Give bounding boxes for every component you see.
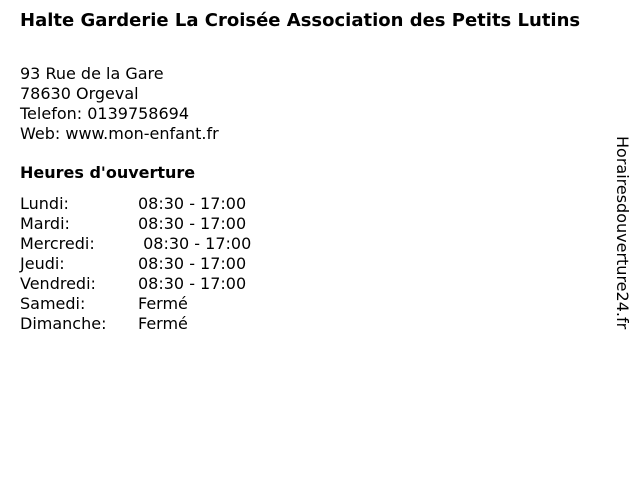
day-label: Jeudi: — [20, 254, 65, 273]
day-hours: Fermé — [138, 314, 188, 333]
address-block — [20, 64, 219, 144]
day-label: Lundi: — [20, 194, 69, 213]
day-hours: 08:30 - 17:00 — [138, 194, 247, 213]
business-name: Halte Garderie La Croisée Association des Petits Lutins — [20, 10, 581, 31]
hours-row-samedi — [20, 294, 251, 314]
city-postcode: 78630 Orgeval — [20, 84, 139, 103]
site-watermark: Horairesdouverture24.fr — [613, 136, 632, 330]
hours-row-mardi — [20, 214, 251, 234]
day-label: Vendredi: — [20, 274, 96, 293]
day-label: Dimanche: — [20, 314, 107, 333]
hours-row-lundi — [20, 194, 251, 214]
day-hours: 08:30 - 17:00 — [138, 274, 247, 293]
street-address: 93 Rue de la Gare — [20, 64, 164, 83]
day-hours: 08:30 - 17:00 — [138, 254, 247, 273]
day-label: Mercredi: — [20, 234, 95, 253]
hours-row-vendredi — [20, 274, 251, 294]
day-hours: 08:30 - 17:00 — [138, 234, 252, 253]
hours-row-mercredi — [20, 234, 251, 254]
day-label: Samedi: — [20, 294, 86, 313]
day-hours: 08:30 - 17:00 — [138, 214, 247, 233]
opening-hours-heading: Heures d'ouverture — [20, 163, 196, 182]
phone-number: Telefon: 0139758694 — [20, 104, 190, 123]
opening-hours-table — [20, 194, 251, 334]
hours-row-dimanche — [20, 314, 251, 334]
hours-row-jeudi — [20, 254, 251, 274]
day-label: Mardi: — [20, 214, 70, 233]
day-hours: Fermé — [138, 294, 188, 313]
website: Web: www.mon-enfant.fr — [20, 124, 219, 143]
